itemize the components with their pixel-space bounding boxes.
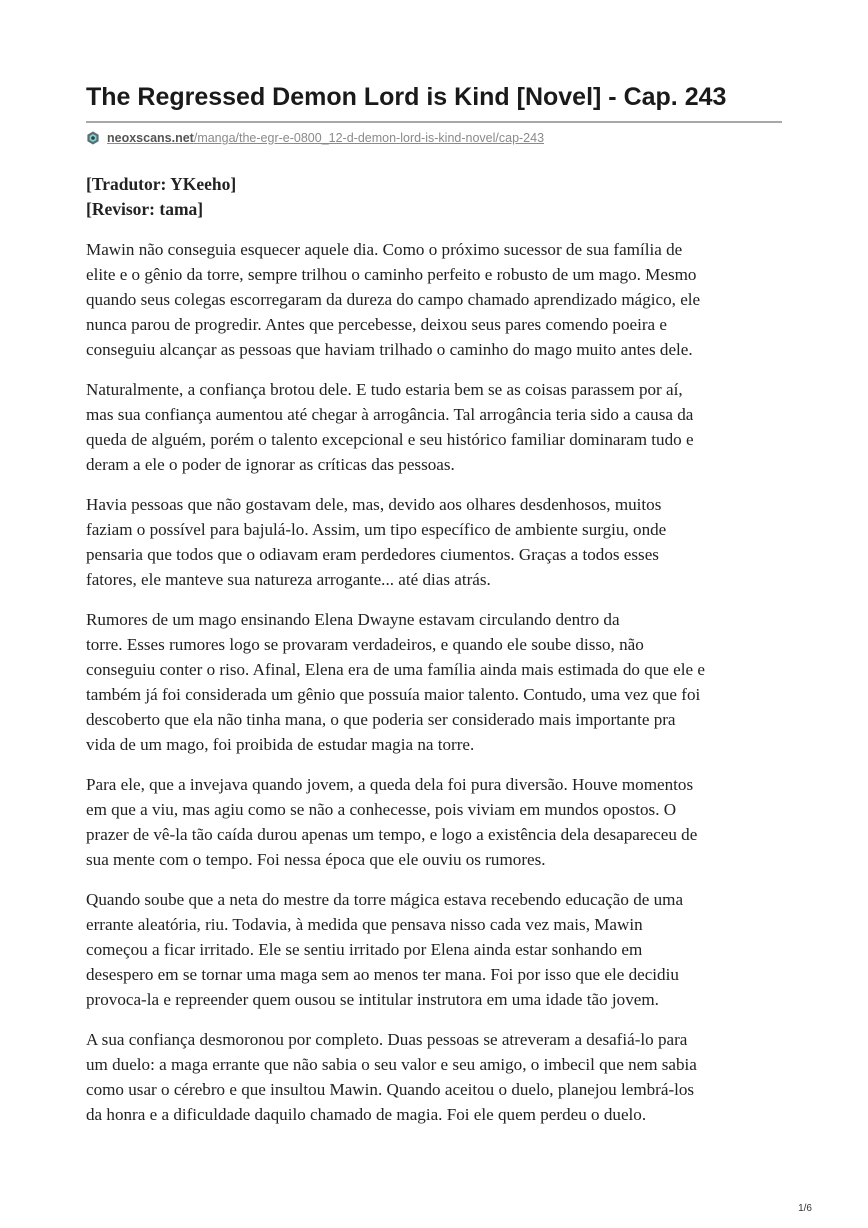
paragraph-line: Mawin não conseguia esquecer aquele dia. Como o próximo sucessor de sua família de [86, 240, 683, 259]
paragraph [86, 1027, 786, 1127]
paragraph [86, 607, 786, 757]
paragraph-line: mas sua confiança aumentou até chegar à arrogância. Tal arrogância teria sido a causa da [86, 405, 694, 424]
paragraph-line: nunca parou de progredir. Antes que percebesse, deixou seus pares comendo poeira e [86, 315, 667, 334]
paragraph-line: Quando soube que a neta do mestre da torre mágica estava recebendo educação de uma [86, 890, 684, 909]
reviewer-credit: [Revisor: tama] [86, 199, 204, 219]
paragraph-line: conseguiu alcançar as pessoas que haviam trilhado o caminho do mago muito antes dele. [86, 340, 693, 359]
paragraph-line: Havia pessoas que não gostavam dele, mas, devido aos olhares desdenhosos, muitos [86, 495, 662, 514]
paragraph-line: um duelo: a maga errante que não sabia o seu valor e seu amigo, o imbecil que nem sabia [86, 1055, 697, 1074]
paragraph-line: descoberto que ela não tinha mana, o que poderia ser considerado mais importante pra [86, 710, 676, 729]
site-favicon-icon [86, 131, 100, 145]
paragraph-line: elite e o gênio da torre, sempre trilhou o caminho perfeito e robusto de um mago. Mesmo [86, 265, 697, 284]
paragraph-line: quando seus colegas escorregaram da dureza do campo chamado aprendizado mágico, ele [86, 290, 701, 309]
page-number: 1/6 [798, 1203, 812, 1214]
paragraph-line: da honra e a dificuldade daquilo chamado de magia. Foi ele quem perdeu o duelo. [86, 1105, 647, 1124]
paragraph-line: desespero em se tornar uma maga sem ao menos ter mana. Foi por isso que ele decidiu [86, 965, 679, 984]
translator-credit: [Tradutor: YKeeho] [86, 174, 237, 194]
paragraph-line: começou a ficar irritado. Ele se sentiu irritado por Elena ainda estar sonhando em [86, 940, 643, 959]
paragraph-line: sua mente com o tempo. Foi nessa época que ele ouviu os rumores. [86, 850, 546, 869]
paragraph-line: provoca-la e repreender quem ousou se intitular instrutora em uma idade tão jovem. [86, 990, 659, 1009]
paragraph-line: queda de alguém, porém o talento excepcional e seu histórico familiar dominaram tudo e [86, 430, 694, 449]
paragraph-line: Naturalmente, a confiança brotou dele. E tudo estaria bem se as coisas parassem por aí, [86, 380, 683, 399]
paragraph-line: Para ele, que a invejava quando jovem, a queda dela foi pura diversão. Houve momentos [86, 775, 694, 794]
source-url-link[interactable] [107, 131, 544, 145]
paragraph [86, 772, 786, 872]
source-line [86, 128, 544, 148]
credits-block [86, 172, 786, 222]
paragraph-line: A sua confiança desmoronou por completo. Duas pessoas se atreveram a desafiá-lo para [86, 1030, 688, 1049]
source-path: /manga/the-egr-e-0800_12-d-demon-lord-is-kind-novel/cap-243 [193, 131, 545, 145]
paragraph-line: como usar o cérebro e que insultou Mawin. Quando aceitou o duelo, planejou lembrá-los [86, 1080, 695, 1099]
paragraph [86, 492, 786, 592]
title-divider [86, 121, 782, 123]
paragraph-line: faziam o possível para bajulá-lo. Assim, um tipo específico de ambiente surgiu, onde [86, 520, 667, 539]
paragraph-line: deram a ele o poder de ignorar as críticas das pessoas. [86, 455, 455, 474]
paragraph-line: Rumores de um mago ensinando Elena Dwayne estavam circulando dentro da [86, 610, 620, 629]
paragraph [86, 377, 786, 477]
paragraph-list [86, 237, 786, 1127]
page-title: The Regressed Demon Lord is Kind [Novel] - Cap. 243 [86, 83, 727, 111]
paragraph-line: torre. Esses rumores logo se provaram verdadeiros, e quando ele soube disso, não [86, 635, 644, 654]
paragraph-line: fatores, ele manteve sua natureza arrogante... até dias atrás. [86, 570, 491, 589]
source-domain: neoxscans.net [107, 131, 194, 145]
paragraph-line: pensaria que todos que o odiavam eram perdedores ciumentos. Graças a todos esses [86, 545, 659, 564]
chapter-content [86, 172, 786, 1142]
paragraph-line: prazer de vê-la tão caída durou apenas um tempo, e logo a existência dela desapareceu de [86, 825, 698, 844]
paragraph-line: em que a viu, mas agiu como se não a conhecesse, pois viviam em mundos opostos. O [86, 800, 677, 819]
paragraph-line: errante aleatória, riu. Todavia, à medida que pensava nisso cada vez mais, Mawin [86, 915, 643, 934]
paragraph [86, 887, 786, 1012]
paragraph-line: também já foi considerada um gênio que possuía maior talento. Contudo, uma vez que foi [86, 685, 701, 704]
paragraph-line: vida de um mago, foi proibida de estudar magia na torre. [86, 735, 475, 754]
paragraph [86, 237, 786, 362]
paragraph-line: conseguiu conter o riso. Afinal, Elena era de uma família ainda mais estimada do que ele e [86, 660, 705, 679]
